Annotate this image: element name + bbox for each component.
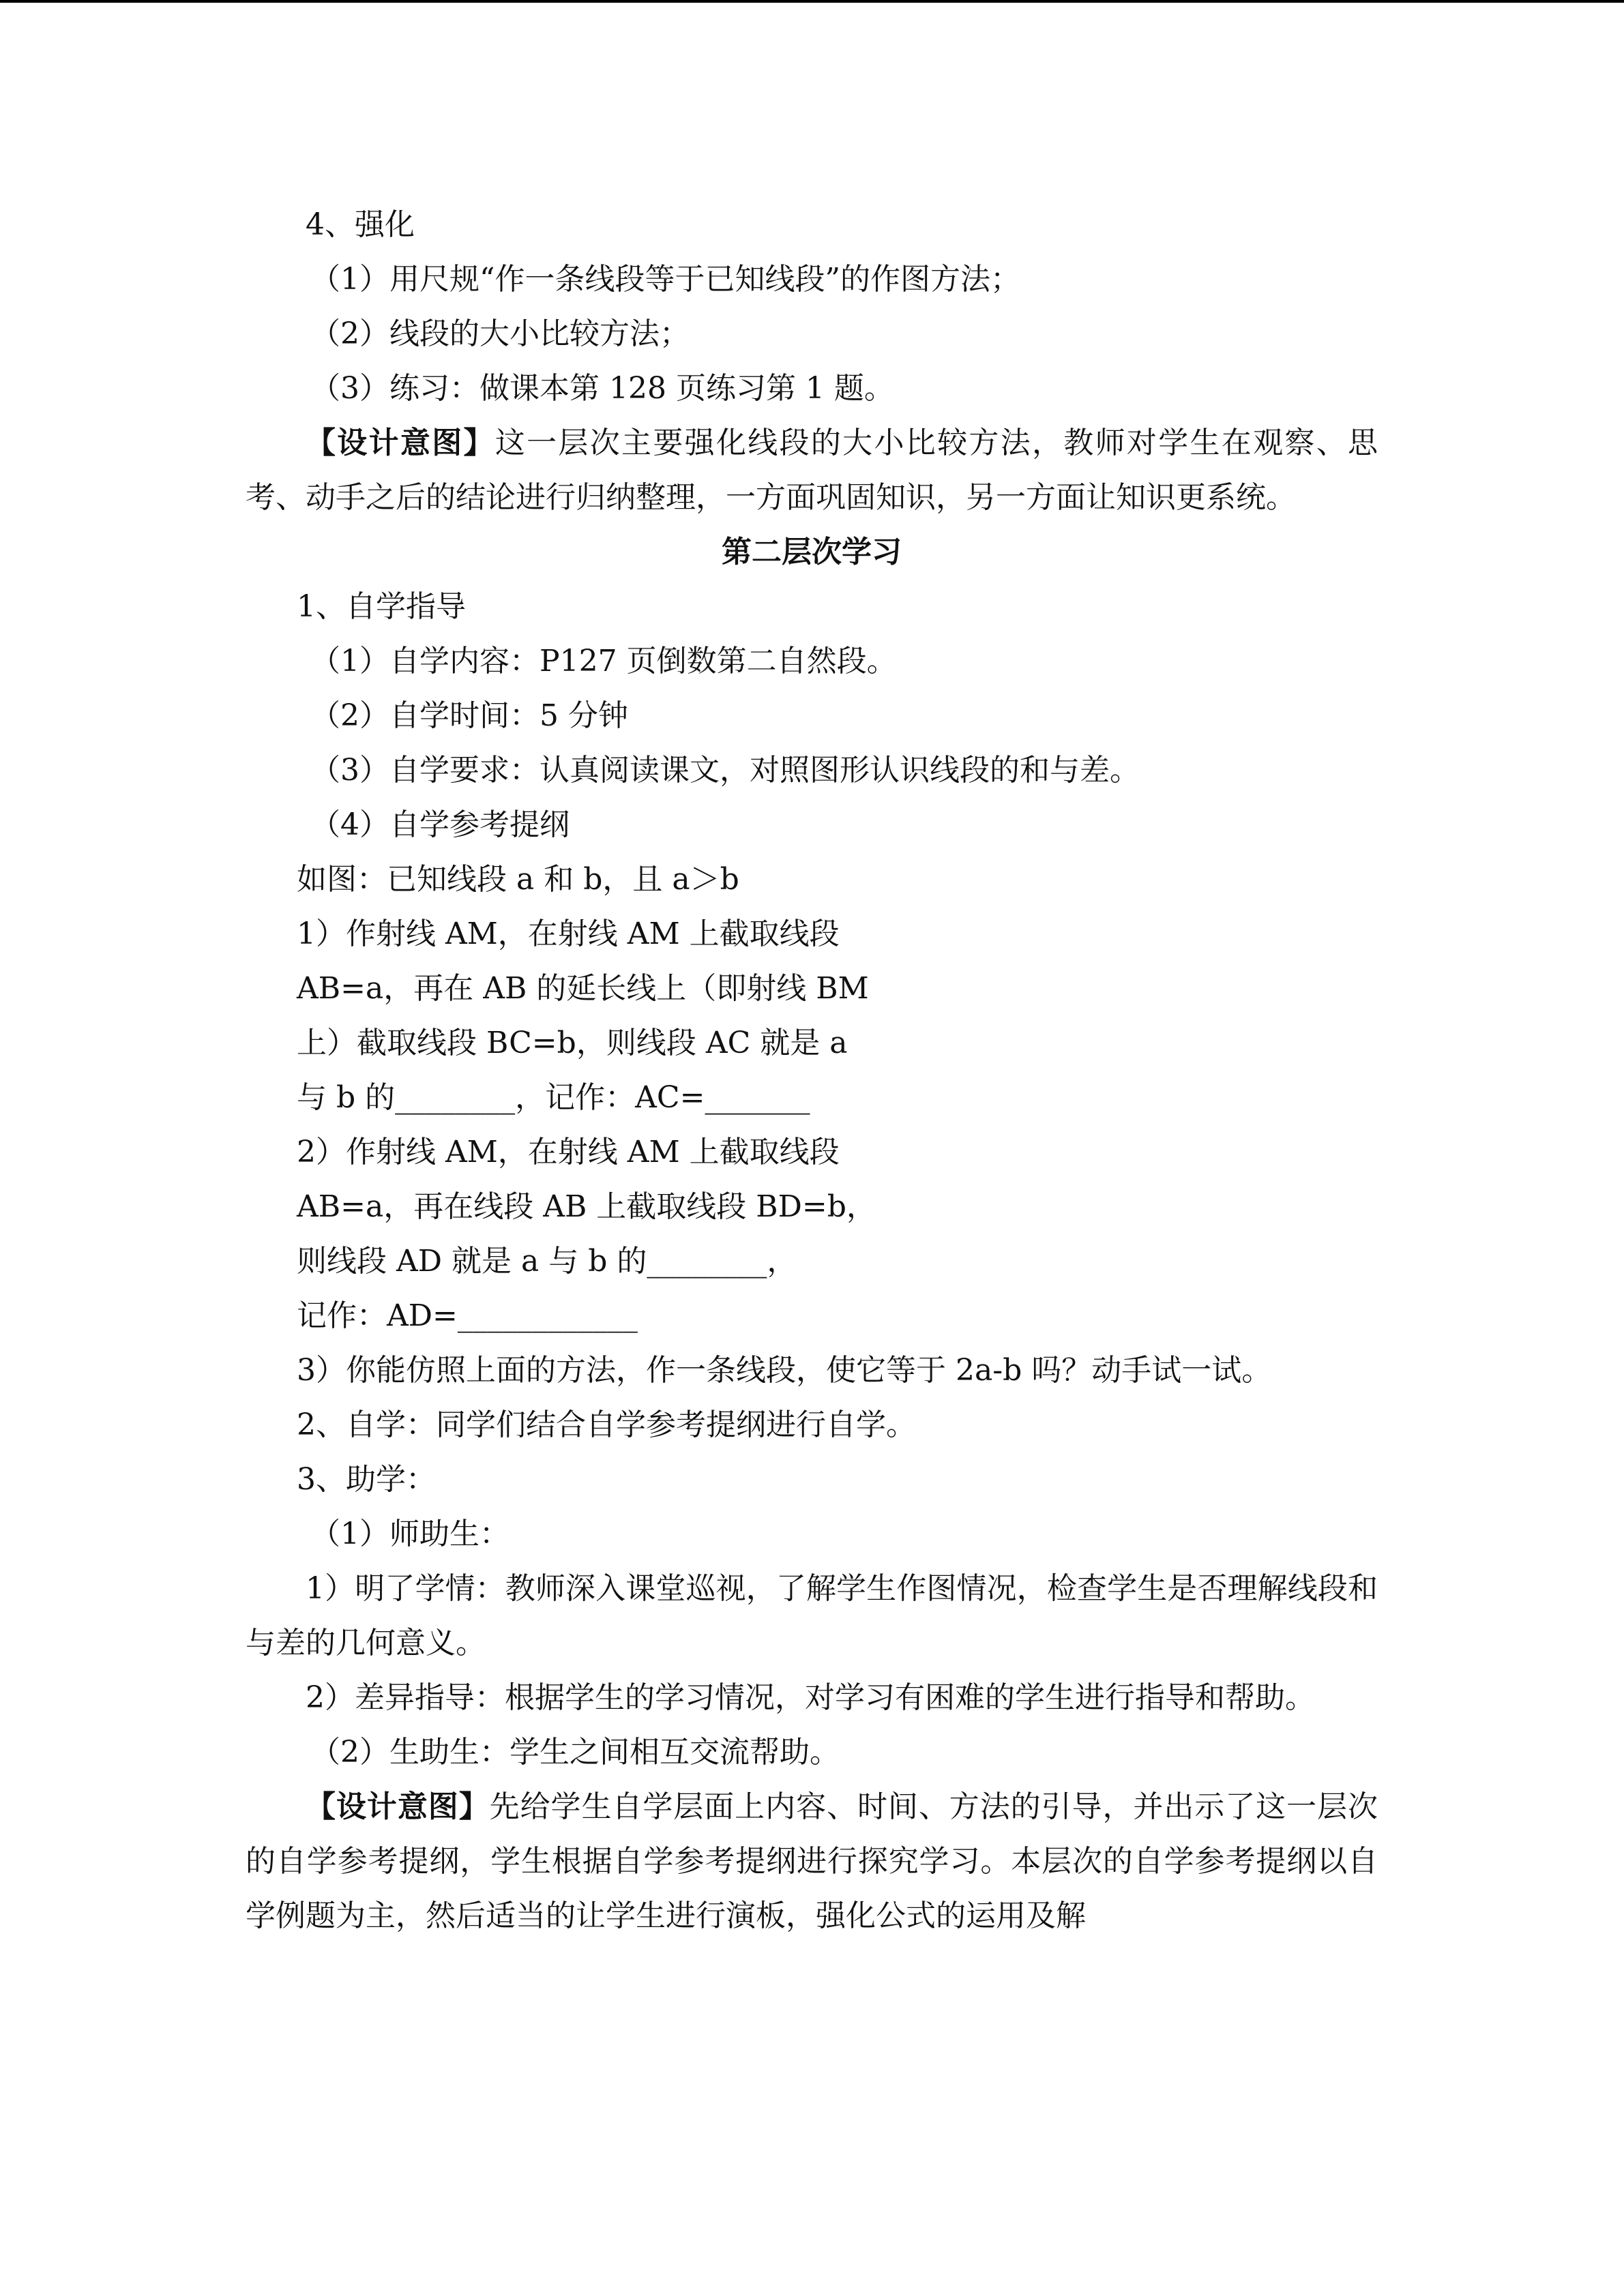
list-item: 3、助学： — [297, 1462, 436, 1497]
list-item: （4）自学参考提纲 — [310, 807, 570, 842]
list-item: （2）生助生：学生之间相互交流帮助。 — [310, 1735, 840, 1770]
list-item: （1）自学内容：P127 页倒数第二自然段。 — [310, 644, 897, 679]
text-line: 上）截取线段 BC=b，则线段 AC 就是 a — [297, 1026, 848, 1060]
design-intent-paragraph-1 — [246, 416, 1378, 525]
fill-in-blank-line: 则线段 AD 就是 a 与 b 的________， — [297, 1244, 797, 1279]
section-heading: 第二层次学习 — [722, 535, 902, 569]
list-item: 2、自学：同学们结合自学参考提纲进行自学。 — [297, 1407, 916, 1442]
list-item: （1）用尺规“作一条线段等于已知线段”的作图方法； — [310, 262, 1020, 297]
list-item: （2）自学时间：5 分钟 — [310, 698, 628, 733]
text-line: AB=a，再在线段 AB 上截取线段 BD=b， — [297, 1189, 876, 1224]
text-line: 如图：已知线段 a 和 b，且 a＞b — [297, 862, 739, 897]
text-line: 2）作射线 AM，在射线 AM 上截取线段 — [297, 1135, 840, 1169]
fill-in-blank-line: 与 b 的________，记作：AC=_______ — [297, 1080, 810, 1115]
section-4-heading: 4、强化 — [306, 207, 415, 242]
design-intent-paragraph-2 — [246, 1780, 1378, 1943]
fill-in-blank-line: 记作：AD=____________ — [297, 1298, 638, 1333]
list-item: （3）练习：做课本第 128 页练习第 1 题。 — [310, 371, 894, 406]
document-page — [246, 198, 1378, 1943]
paragraph-text: 先给学生自学层面上内容、时间、方法的引导，并出示了这一层次的自学参考提纲，学生根据自学参考提纲进行探究学习。本层次的自学参考提纲以自学例题为主，然后适当的让学生进行演板，强化公式的运用及解 — [246, 1789, 1378, 1933]
design-intent-label: 【设计意图】 — [306, 426, 495, 460]
paragraph-text: 这一层次主要强化线段的大小比较方法，教师对学生在观察、思考、动手之后的结论进行归纳整理，一方面巩固知识，另一方面让知识更系统。 — [246, 426, 1378, 515]
list-item: （1）师助生： — [310, 1517, 510, 1551]
text-line: AB=a，再在 AB 的延长线上（即射线 BM — [297, 971, 869, 1006]
list-item: （3）自学要求：认真阅读课文，对照图形认识线段的和与差。 — [310, 753, 1140, 788]
text-line: 3）你能仿照上面的方法，作一条线段，使它等于 2a-b 吗？动手试一试。 — [297, 1353, 1272, 1388]
body-paragraph: 2）差异指导：根据学生的学习情况，对学习有困难的学生进行指导和帮助。 — [306, 1680, 1315, 1715]
list-item: 1、自学指导 — [297, 589, 466, 624]
design-intent-label: 【设计意图】 — [306, 1789, 490, 1824]
list-item: （2）线段的大小比较方法； — [310, 316, 690, 351]
body-paragraph: 1）明了学情：教师深入课堂巡视，了解学生作图情况，检查学生是否理解线段和与差的几何意义。 — [246, 1571, 1378, 1660]
text-line: 1）作射线 AM，在射线 AM 上截取线段 — [297, 916, 840, 951]
top-border-rule — [0, 0, 1624, 3]
